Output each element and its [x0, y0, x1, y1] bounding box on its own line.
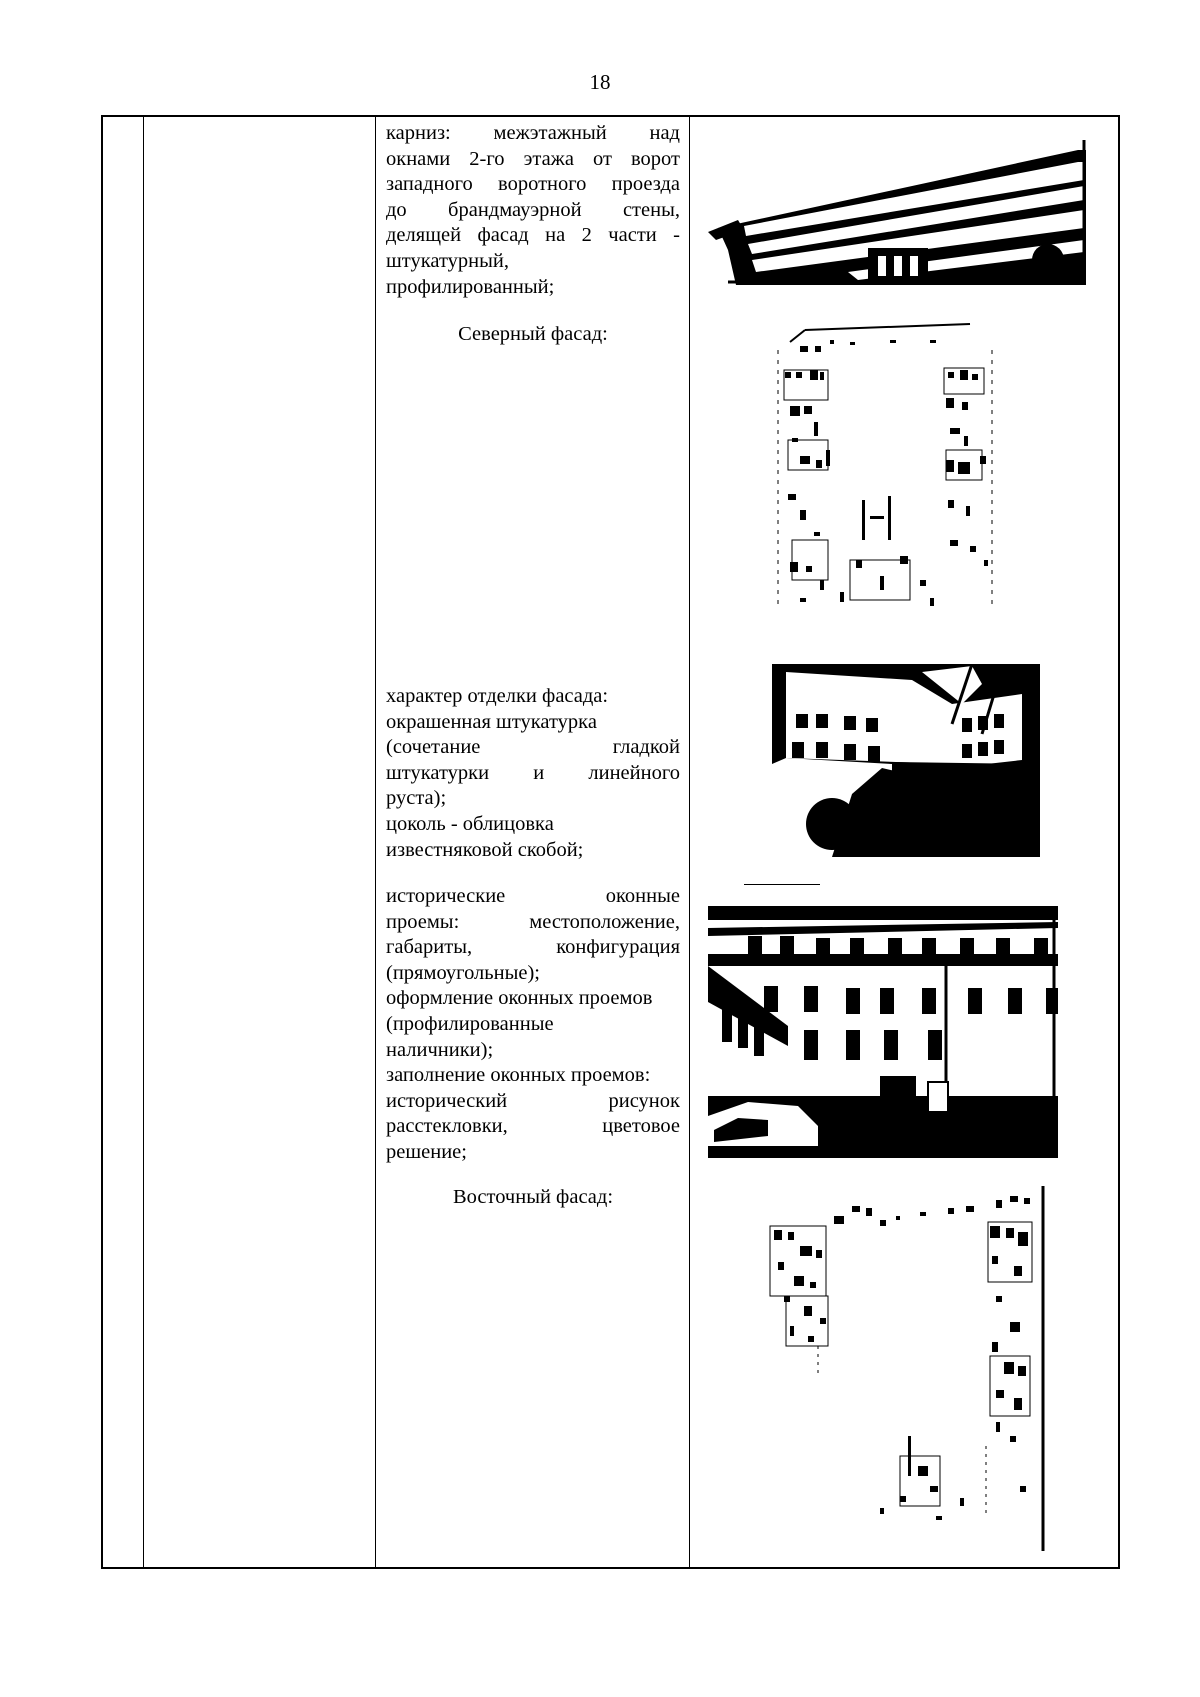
- text-line: решение;: [386, 1140, 467, 1163]
- text-line: характер отделки фасада:: [386, 685, 609, 707]
- facade-finish-photo: [772, 664, 1040, 857]
- text-line: цоколь - облицовка: [386, 812, 554, 835]
- window-openings-photo: [708, 906, 1058, 1158]
- text-line: профилированный;: [386, 275, 555, 298]
- text-line: окрашенная штукатурка: [386, 710, 597, 733]
- text-line: (прямоугольные);: [386, 961, 540, 984]
- text-line: штукатурки и линейного: [386, 761, 680, 784]
- text-line: (сочетание гладкой: [386, 736, 680, 759]
- text-line: окнами 2-го этажа от ворот: [386, 147, 680, 170]
- text-line: штукатурный,: [386, 249, 509, 272]
- text-line: наличники);: [386, 1038, 494, 1061]
- east-facade-heading: Восточный фасад:: [452, 1186, 614, 1208]
- text-line: исторические оконные: [386, 885, 680, 907]
- windows-description: [386, 884, 680, 1166]
- text-line: делящей фасад на 2 части -: [386, 224, 680, 247]
- facade-finish-description: [386, 684, 680, 863]
- east-facade-drawing: [760, 1186, 1050, 1551]
- north-facade-heading: Северный фасад:: [458, 323, 608, 345]
- text-line: оформление оконных проемов: [386, 987, 653, 1010]
- photo-caption-line: [744, 884, 820, 885]
- text-line: проемы: местоположение,: [386, 910, 680, 933]
- text-line: (профилированные: [386, 1012, 554, 1035]
- text-line: западного воротного проезда: [386, 173, 680, 196]
- north-facade-drawing: [770, 310, 1015, 630]
- text-line: руста);: [386, 787, 447, 810]
- column-divider-2: [375, 117, 376, 1567]
- cornice-photo: [708, 140, 1088, 285]
- text-line: исторический рисунок: [386, 1089, 680, 1112]
- text-line: габариты, конфигурация: [386, 936, 680, 959]
- cornice-description: [386, 121, 680, 300]
- text-line: до брандмауэрной стены,: [386, 198, 680, 221]
- text-line: расстекловки, цветовое: [386, 1115, 680, 1138]
- column-divider-3: [689, 117, 690, 1567]
- column-divider-1: [143, 117, 144, 1567]
- text-line: известняковой скобой;: [386, 838, 584, 861]
- text-line: заполнение оконных проемов:: [386, 1064, 651, 1087]
- page-number: 18: [589, 70, 611, 94]
- text-line: карниз: межэтажный над: [386, 122, 680, 144]
